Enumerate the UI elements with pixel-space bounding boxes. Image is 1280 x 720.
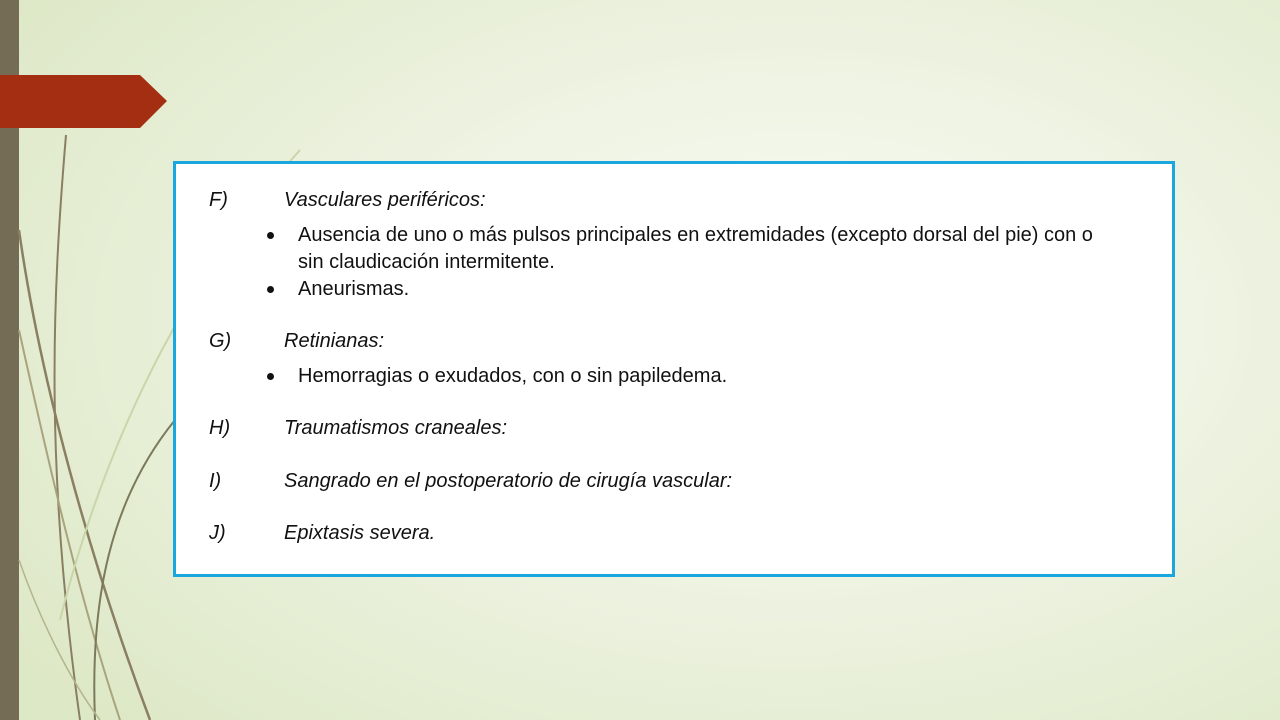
bullet-icon — [267, 286, 274, 293]
section-letter: I) — [209, 470, 222, 492]
section-letter: F) — [209, 189, 228, 211]
content-box — [173, 161, 1175, 577]
bullet-text: Hemorragias o exudados, con o sin papiledema. — [298, 365, 728, 387]
section-heading: Epixtasis severa. — [284, 522, 436, 544]
bullet-text: Ausencia de uno o más pulsos principales en extremidades (excepto dorsal del pie) con o sin claudicación intermitente. — [298, 224, 1093, 273]
section-heading: Traumatismos craneales: — [284, 417, 508, 439]
title-arrow-shape — [0, 75, 167, 128]
section-heading: Sangrado en el postoperatorio de cirugía vascular: — [284, 470, 733, 492]
bullet-icon — [267, 373, 274, 380]
bullet-icon — [267, 232, 274, 239]
list-item — [264, 222, 1124, 276]
list-item — [264, 363, 1124, 390]
section-letter: J) — [209, 522, 226, 544]
section-heading: Retinianas: — [284, 330, 385, 352]
bullet-list — [264, 363, 1124, 390]
bullet-list — [264, 222, 1124, 303]
section-letter: H) — [209, 417, 231, 439]
list-item — [264, 276, 1124, 303]
section-letter: G) — [209, 330, 232, 352]
bullet-text: Aneurismas. — [298, 278, 410, 300]
section-heading: Vasculares periféricos: — [284, 189, 486, 211]
